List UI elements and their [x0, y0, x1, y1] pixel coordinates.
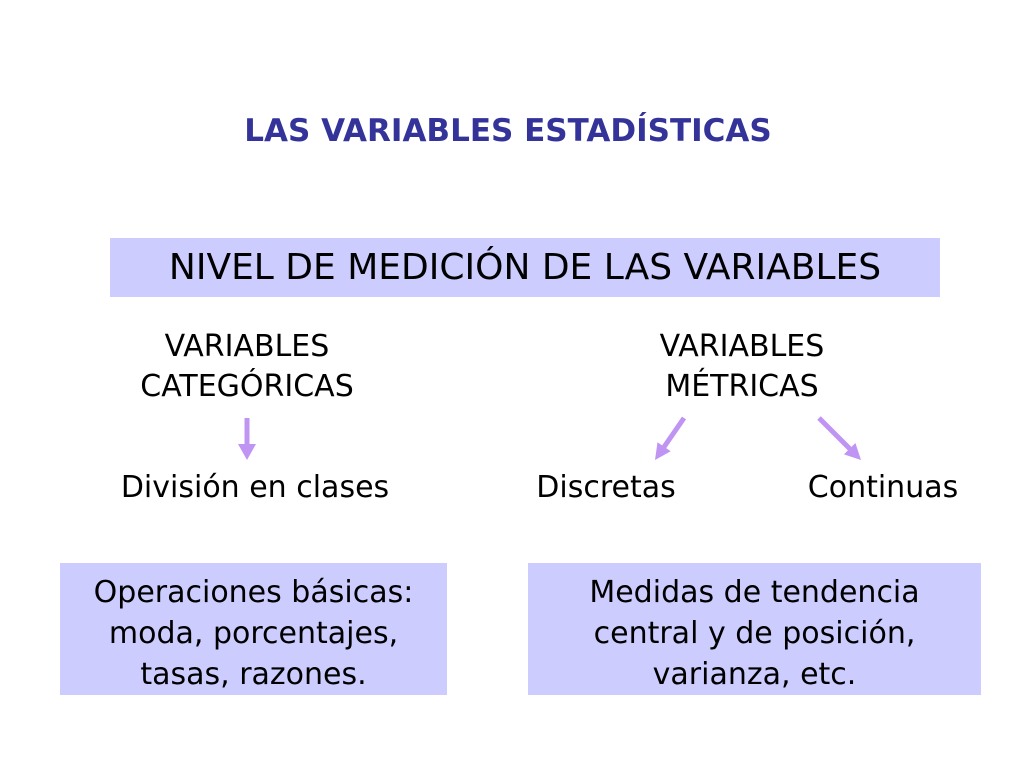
discrete-label: Discretas [536, 470, 676, 505]
slide-title: LAS VARIABLES ESTADÍSTICAS [244, 113, 772, 149]
metric-heading-line2: MÉTRICAS [665, 369, 819, 404]
arrow-down-categorical [238, 418, 256, 460]
measurement-level-label: NIVEL DE MEDICIÓN DE LAS VARIABLES [168, 247, 882, 288]
categorical-heading-line2: CATEGÓRICAS [140, 369, 354, 404]
central-tendency-line: varianza, etc. [652, 657, 857, 692]
basic-operations-line: Operaciones básicas: [93, 575, 414, 610]
central-tendency-line: central y de posición, [593, 616, 916, 651]
categorical-heading-line1: VARIABLES [164, 329, 330, 364]
arrow-continuous [819, 418, 861, 460]
metric-variables-heading [592, 327, 892, 407]
categorical-variables-heading [97, 327, 397, 407]
measurement-level-box [110, 238, 940, 297]
continuous-label: Continuas [807, 470, 959, 505]
class-division-label: División en clases [120, 470, 390, 505]
basic-operations-line: tasas, razones. [140, 657, 367, 692]
basic-operations-line: moda, porcentajes, [108, 616, 399, 651]
arrow-discrete [655, 418, 684, 460]
central-tendency-box [528, 563, 981, 695]
central-tendency-line: Medidas de tendencia [589, 575, 920, 610]
metric-heading-line1: VARIABLES [659, 329, 825, 364]
basic-operations-box [60, 563, 447, 695]
